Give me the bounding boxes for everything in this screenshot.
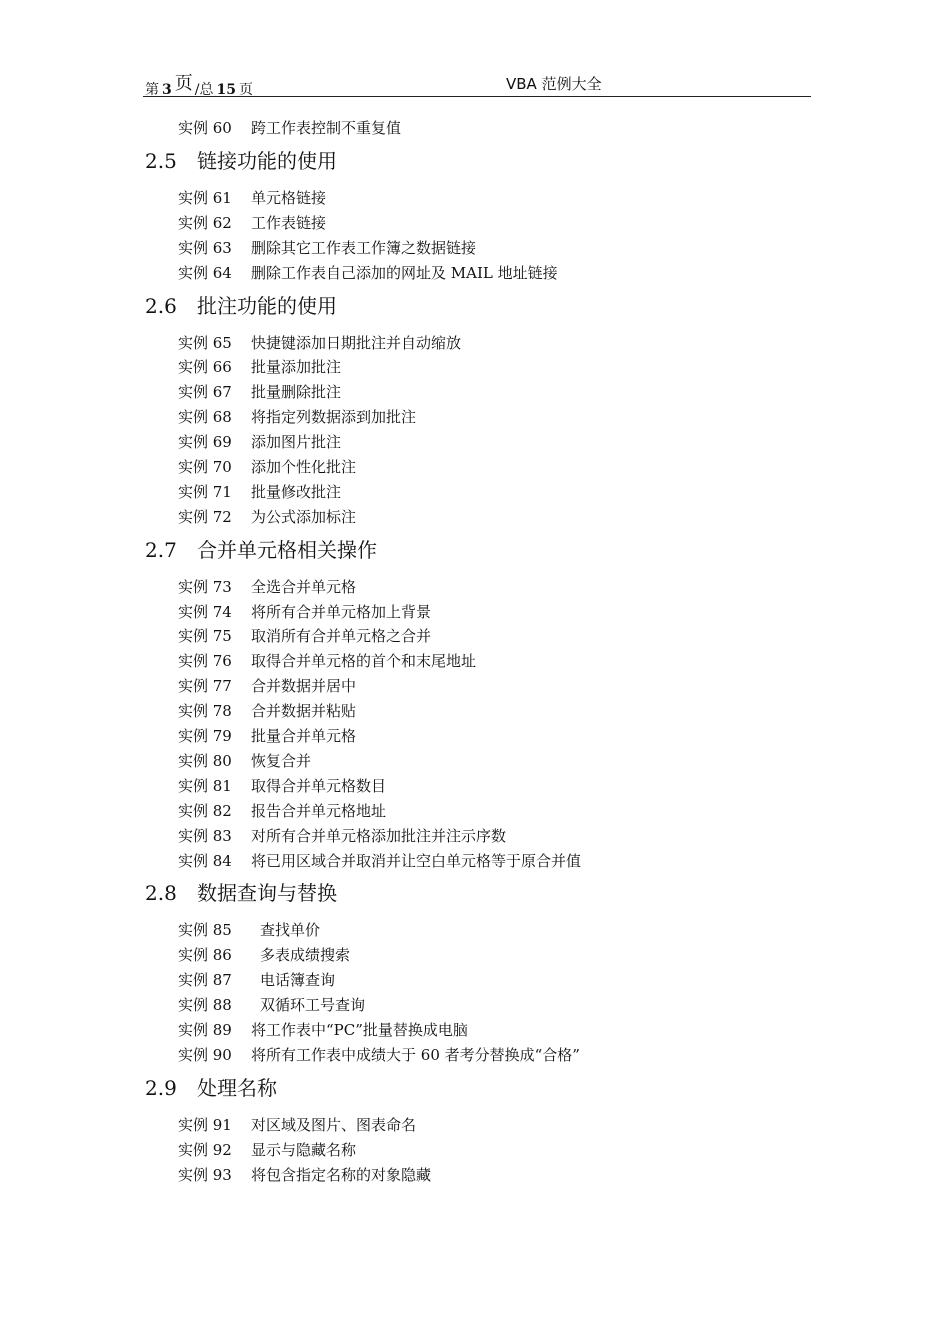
entry-label: 实例 72: [178, 508, 232, 526]
page-char: 页: [174, 73, 193, 94]
section-number: 2.8: [145, 881, 177, 905]
entry-title: 将指定列数据添到加批注: [251, 408, 417, 426]
toc-entry[interactable]: [178, 1139, 356, 1161]
entry-label: 实例 93: [178, 1166, 232, 1184]
total-page-number: 15: [216, 82, 236, 98]
entry-title: 显示与隐藏名称: [251, 1141, 357, 1159]
entry-title: 将所有合并单元格加上背景: [251, 603, 432, 621]
section-heading: [145, 292, 337, 320]
entry-title: 批量合并单元格: [251, 727, 357, 745]
toc-entry[interactable]: [178, 919, 320, 941]
toc-entry[interactable]: [178, 237, 476, 259]
toc-entry[interactable]: [178, 700, 356, 722]
section-heading: [145, 536, 377, 564]
entry-title: 为公式添加标注: [251, 508, 357, 526]
entry-label: 实例 84: [178, 852, 232, 870]
toc-entry[interactable]: [178, 406, 416, 428]
entry-title: 取消所有合并单元格之合并: [251, 627, 432, 645]
entry-title: 批量修改批注: [251, 483, 342, 501]
entry-label: 实例 77: [178, 677, 232, 695]
section-number: 2.5: [145, 149, 177, 173]
entry-label: 实例 64: [178, 264, 232, 282]
entry-label: 实例 78: [178, 702, 232, 720]
entry-label: 实例 91: [178, 1116, 232, 1134]
toc-entry[interactable]: [178, 332, 461, 354]
entry-title: 双循环工号查询: [260, 996, 366, 1014]
entry-title: 单元格链接: [251, 189, 327, 207]
entry-label: 实例 90: [178, 1046, 232, 1064]
entry-title: 多表成绩搜索: [260, 946, 351, 964]
page-suffix: 页: [238, 82, 253, 98]
entry-label: 实例 63: [178, 239, 232, 257]
page-prefix: 第: [145, 82, 159, 98]
toc-entry[interactable]: [178, 1164, 431, 1186]
section-number: 2.7: [145, 538, 177, 562]
section-heading: [145, 1074, 277, 1102]
entry-label: 实例 86: [178, 946, 232, 964]
entry-title: 恢复合并: [251, 752, 312, 770]
entry-title: 对所有合并单元格添加批注并注示序数: [251, 827, 507, 845]
entry-label: 实例 61: [178, 189, 232, 207]
entry-title: 将已用区域合并取消并让空白单元格等于原合并值: [251, 852, 582, 870]
entry-label: 实例 92: [178, 1141, 232, 1159]
section-title: 批注功能的使用: [197, 294, 337, 318]
entry-title: 添加图片批注: [251, 433, 342, 451]
toc-entry[interactable]: [178, 775, 386, 797]
entry-title: 合并数据并居中: [251, 677, 357, 695]
entry-title: 全选合并单元格: [251, 578, 357, 596]
entry-label: 实例 80: [178, 752, 232, 770]
entry-title: 删除其它工作表工作簿之数据链接: [251, 239, 477, 257]
entry-label: 实例 79: [178, 727, 232, 745]
toc-entry[interactable]: [178, 725, 356, 747]
entry-title: 快捷键添加日期批注并自动缩放: [251, 334, 462, 352]
toc-entry[interactable]: [178, 431, 341, 453]
toc-entry[interactable]: [178, 1114, 416, 1136]
toc-entry[interactable]: [178, 944, 350, 966]
entry-label: 实例 65: [178, 334, 232, 352]
entry-title: 合并数据并粘贴: [251, 702, 357, 720]
entry-label: 实例 81: [178, 777, 232, 795]
entry-label: 实例 69: [178, 433, 232, 451]
toc-entry[interactable]: [178, 650, 476, 672]
entry-title: 批量添加批注: [251, 358, 342, 376]
toc-entry[interactable]: [178, 675, 356, 697]
entry-title: 添加个性化批注: [251, 458, 357, 476]
toc-entry[interactable]: [178, 750, 311, 772]
toc-entry[interactable]: [178, 850, 581, 872]
toc-entry[interactable]: [178, 1019, 468, 1041]
current-page-number: 3: [162, 82, 172, 98]
entry-title: 查找单价: [260, 921, 321, 939]
toc-entry[interactable]: [178, 994, 365, 1016]
toc-entry[interactable]: [178, 481, 341, 503]
toc-entry[interactable]: [178, 969, 335, 991]
entry-label: 实例 74: [178, 603, 232, 621]
entry-label: 实例 85: [178, 921, 232, 939]
section-title: 合并单元格相关操作: [197, 538, 377, 562]
entry-label: 实例 87: [178, 971, 232, 989]
section-heading: [145, 879, 337, 907]
entry-label: 实例 68: [178, 408, 232, 426]
entry-title: 对区域及图片、图表命名: [251, 1116, 417, 1134]
entry-label: 实例 60: [178, 119, 232, 137]
entry-title: 将所有工作表中成绩大于 60 者考分替换成“合格”: [251, 1046, 580, 1064]
entry-title: 批量删除批注: [251, 383, 342, 401]
section-title: 处理名称: [197, 1076, 277, 1100]
entry-title: 将包含指定名称的对象隐藏: [251, 1166, 432, 1184]
toc-entry[interactable]: [178, 576, 356, 598]
toc-entry[interactable]: [178, 212, 326, 234]
entry-label: 实例 71: [178, 483, 232, 501]
entry-title: 跨工作表控制不重复值: [251, 119, 402, 137]
toc-entry[interactable]: [178, 456, 356, 478]
toc-entry[interactable]: [178, 601, 431, 623]
entry-label: 实例 70: [178, 458, 232, 476]
toc-entry[interactable]: [178, 506, 356, 528]
section-title: 数据查询与替换: [197, 881, 337, 905]
toc-entry[interactable]: [178, 187, 326, 209]
toc-entry[interactable]: [178, 381, 341, 403]
toc-entry[interactable]: [178, 800, 386, 822]
section-number: 2.6: [145, 294, 177, 318]
entry-title: 电话簿查询: [260, 971, 336, 989]
entry-label: 实例 83: [178, 827, 232, 845]
section-heading: [145, 147, 337, 175]
entry-title: 报告合并单元格地址: [251, 802, 387, 820]
entry-title: 将工作表中“PC”批量替换成电脑: [251, 1021, 468, 1039]
entry-title: 工作表链接: [251, 214, 327, 232]
entry-label: 实例 75: [178, 627, 232, 645]
toc-entry[interactable]: [178, 262, 558, 284]
section-number: 2.9: [145, 1076, 177, 1100]
document-title: VBA 范例大全: [506, 75, 602, 93]
entry-label: 实例 67: [178, 383, 232, 401]
entry-label: 实例 76: [178, 652, 232, 670]
toc-entry[interactable]: [178, 625, 431, 647]
entry-title: 取得合并单元格的首个和末尾地址: [251, 652, 477, 670]
section-title: 链接功能的使用: [197, 149, 337, 173]
entry-label: 实例 88: [178, 996, 232, 1014]
toc-entry[interactable]: [178, 117, 401, 139]
entry-label: 实例 82: [178, 802, 232, 820]
toc-entry[interactable]: [178, 356, 341, 378]
entry-label: 实例 89: [178, 1021, 232, 1039]
toc-entry[interactable]: [178, 825, 506, 847]
entry-title: 删除工作表自己添加的网址及 MAIL 地址链接: [251, 264, 558, 282]
entry-title: 取得合并单元格数目: [251, 777, 387, 795]
toc-entry[interactable]: [178, 1044, 580, 1066]
entry-label: 实例 73: [178, 578, 232, 596]
total-separator: /总: [194, 82, 214, 98]
entry-label: 实例 62: [178, 214, 232, 232]
entry-label: 实例 66: [178, 358, 232, 376]
